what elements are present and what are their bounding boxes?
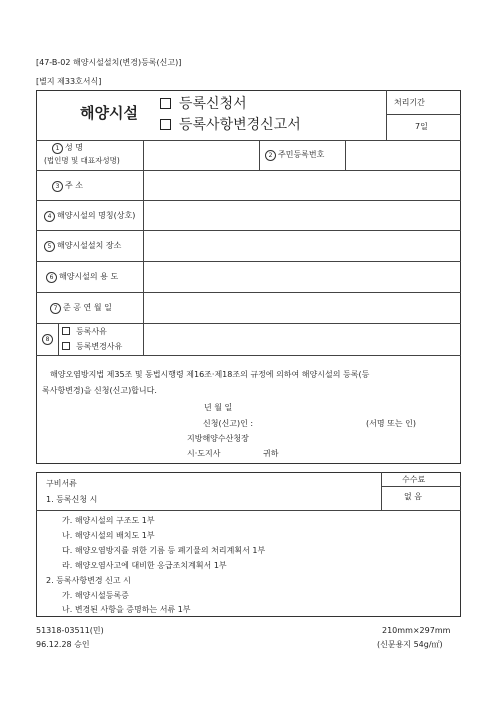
footer-approval: 96.12.28 승인 [36, 640, 90, 649]
completion-date-input[interactable] [145, 294, 459, 321]
footer-size: 210mm×297mm [382, 626, 451, 635]
recipient-maritime-office: 지방해양수산청장 [187, 434, 249, 443]
field-address-label: 3 주 소 [52, 181, 83, 192]
checkbox-reason-registration[interactable] [62, 327, 70, 335]
footer-paper: (신문용지 54g/㎡) [377, 640, 443, 649]
statement-date: 년 월 일 [204, 403, 233, 412]
document-item: 나. 해양시설의 배치도 1부 [62, 531, 155, 540]
title-main: 해양시설 [80, 104, 138, 122]
usage-input[interactable] [145, 263, 459, 290]
address-input[interactable] [145, 172, 459, 198]
title-option-change[interactable]: 등록사항변경신고서 [160, 118, 301, 132]
fee-value: 없 음 [404, 492, 422, 501]
id-number-input[interactable] [347, 142, 459, 168]
documents-section-1: 1. 등록신청 시 [46, 495, 98, 504]
footer-code: 51318-03511(민) [36, 626, 104, 635]
title-option-registration[interactable]: 등록신청서 [160, 97, 247, 111]
statement-line-2: 록사항변경)을 신청(신고)합니다. [42, 386, 157, 395]
processing-period-label: 처리기간 [394, 98, 425, 107]
recipient-governor: 시·도지사 [187, 449, 221, 458]
field-location-label: 5 해양시설설치 장소 [44, 241, 121, 252]
reason-option-change[interactable]: 등록변경사유 [62, 342, 122, 351]
form-code: [47-B-02 해양시설설치(변경)등록(신고)] [36, 58, 182, 67]
processing-period-value: 7일 [415, 122, 428, 131]
documents-header: 구비서류 [46, 479, 77, 488]
applicant-label: 신청(신고)인 : [203, 419, 254, 428]
facility-name-input[interactable] [145, 202, 459, 228]
signature-label: (서명 또는 인) [366, 419, 416, 428]
document-item: 나. 변경된 사항을 증명하는 서류 1부 [62, 605, 191, 614]
field-facility-name-label: 4 해양시설의 명칭(상호) [44, 211, 135, 222]
field-completion-label: 7 준 공 연 월 일 [50, 303, 112, 314]
field-id-label: 2 주민등록번호 [265, 150, 324, 161]
checkbox-registration[interactable] [160, 98, 171, 109]
document-item: 다. 해양오염방지를 위한 기름 등 폐기물의 처리계획서 1부 [62, 546, 266, 555]
fee-label: 수수료 [402, 475, 426, 484]
field-usage-label: 6 해양시설의 용 도 [46, 272, 118, 283]
document-item: 라. 해양오염사고에 대비한 응급조치계획서 1부 [62, 561, 227, 570]
recipient-honorific: 귀하 [263, 449, 279, 458]
field-reason-number: 8 [42, 334, 55, 345]
checkbox-reason-change[interactable] [62, 342, 70, 350]
location-input[interactable] [145, 232, 459, 259]
field-name-sublabel: (법인명 및 대표자성명) [44, 156, 120, 165]
documents-section-2: 2. 등록사항변경 신고 시 [46, 576, 131, 585]
reason-input[interactable] [145, 325, 459, 353]
statement-line-1: 해양오염방지법 제35조 및 동법시행령 제16조·제18조의 규정에 의하여 해양시설의 등록(등 [50, 370, 370, 379]
name-input[interactable] [145, 142, 257, 168]
field-name-label: 1 성 명 [52, 143, 83, 154]
checkbox-change[interactable] [160, 119, 171, 130]
form-annex: [별지 제33호서식] [36, 77, 102, 86]
document-item: 가. 해양시설의 구조도 1부 [62, 516, 155, 525]
document-item: 가. 해양시설등록증 [62, 591, 129, 600]
reason-option-registration[interactable]: 등록사유 [62, 327, 107, 336]
